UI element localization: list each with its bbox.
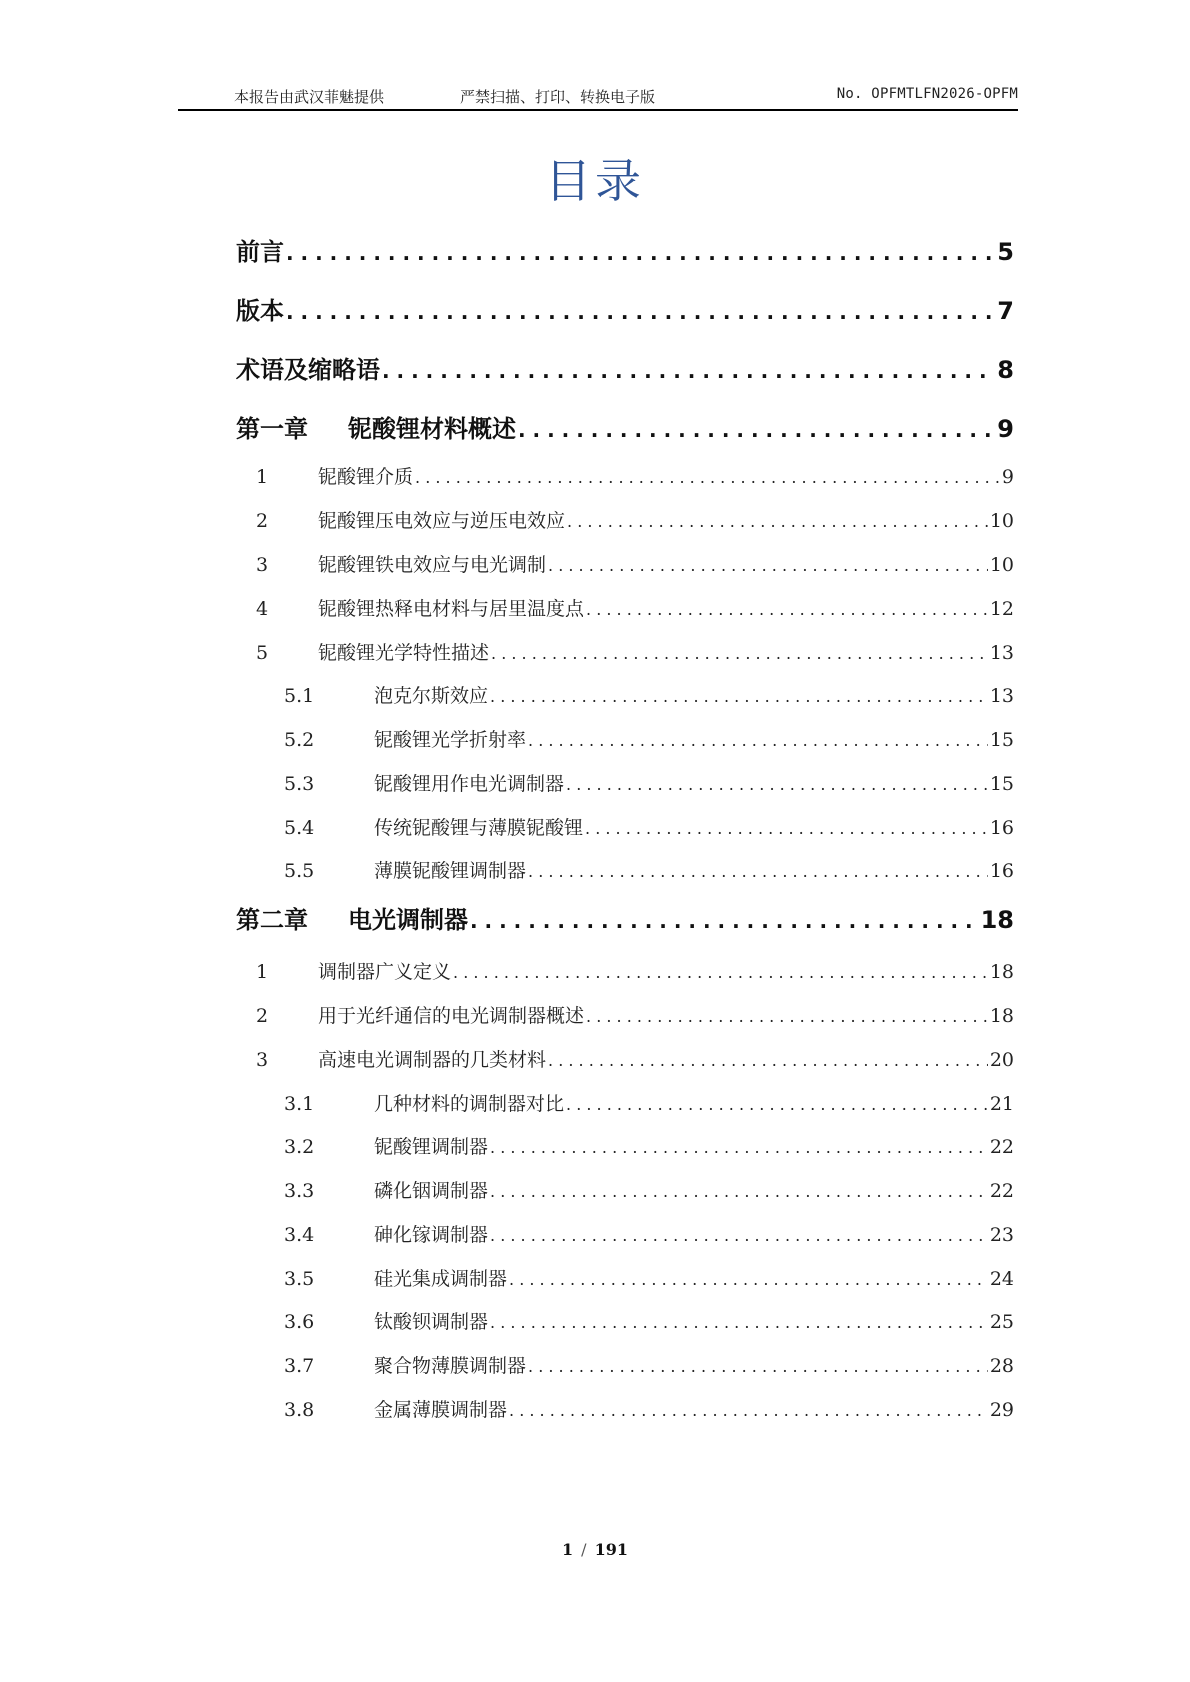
toc-entry-page: 18 xyxy=(980,906,1014,934)
toc-entry-number: 2 xyxy=(256,1005,269,1027)
toc-leader-dots xyxy=(586,600,988,619)
toc-leader-dots xyxy=(453,963,988,982)
toc-entry-number: 3.3 xyxy=(284,1180,315,1202)
page-title: 目录 xyxy=(545,154,645,208)
toc-entry-page: 25 xyxy=(989,1311,1014,1333)
toc-entry-label: 前言 xyxy=(236,238,284,266)
toc-entry-page: 9 xyxy=(1001,466,1014,488)
toc-entry-chapter-2[interactable] xyxy=(236,900,1014,935)
toc-entry-page: 29 xyxy=(989,1399,1014,1421)
toc-entry-chapter-1[interactable] xyxy=(236,409,1014,444)
toc-entry-number: 5.3 xyxy=(284,773,315,795)
header-doc-number: No. OPFMTLFN2026-OPFM xyxy=(836,86,1018,102)
toc-entry-page: 13 xyxy=(989,685,1014,707)
toc-entry-label: 传统铌酸锂与薄膜铌酸锂 xyxy=(374,817,584,839)
toc-entry-terms[interactable] xyxy=(236,350,1014,385)
toc-entry-label: 铌酸锂光学折射率 xyxy=(374,729,527,751)
toc-leader-dots xyxy=(415,468,1000,487)
toc-entry-1-5-5[interactable] xyxy=(236,856,1014,883)
toc-entry-label: 磷化铟调制器 xyxy=(374,1180,489,1202)
toc-entry-page: 16 xyxy=(989,860,1014,882)
toc-entry-version[interactable] xyxy=(236,291,1014,326)
page-footer xyxy=(0,1540,1190,1559)
toc-entry-1-5-3[interactable] xyxy=(236,769,1014,796)
toc-entry-2-3[interactable] xyxy=(236,1045,1014,1072)
toc-entry-2-3-2[interactable] xyxy=(236,1132,1014,1159)
toc-entry-2-1[interactable] xyxy=(236,957,1014,984)
toc-entry-label: 金属薄膜调制器 xyxy=(374,1399,508,1421)
toc-entry-1-5-2[interactable] xyxy=(236,725,1014,752)
toc-entry-2-3-1[interactable] xyxy=(236,1089,1014,1116)
toc-leader-dots xyxy=(548,1051,988,1070)
toc-entry-preface[interactable] xyxy=(236,232,1014,267)
toc-entry-2-3-5[interactable] xyxy=(236,1264,1014,1291)
toc-leader-dots xyxy=(509,1401,988,1420)
toc-leader-dots xyxy=(566,1095,988,1114)
toc-entry-number: 5.5 xyxy=(284,860,315,882)
toc-entry-label: 硅光集成调制器 xyxy=(374,1268,508,1290)
toc-entry-label: 铌酸锂用作电光调制器 xyxy=(374,773,565,795)
toc-entry-number: 3.4 xyxy=(284,1224,315,1246)
toc-entry-page: 13 xyxy=(989,642,1014,664)
toc-entry-number: 3.7 xyxy=(284,1355,315,1377)
toc-entry-1-4[interactable] xyxy=(236,594,1014,621)
toc-leader-dots xyxy=(528,731,988,750)
toc-leader-dots xyxy=(490,687,988,706)
toc-entry-page: 18 xyxy=(989,961,1014,983)
toc-entry-number: 3.6 xyxy=(284,1311,315,1333)
toc-entry-label: 用于光纤通信的电光调制器概述 xyxy=(318,1005,585,1027)
toc-leader-dots xyxy=(286,300,995,324)
toc-entry-2-2[interactable] xyxy=(236,1001,1014,1028)
toc-entry-label: 术语及缩略语 xyxy=(236,356,380,384)
toc-entry-page: 5 xyxy=(997,238,1014,266)
toc-entry-label: 薄膜铌酸锂调制器 xyxy=(374,860,527,882)
toc-leader-dots xyxy=(528,1357,988,1376)
toc-leader-dots xyxy=(286,241,995,265)
toc-entry-label: 高速电光调制器的几类材料 xyxy=(318,1049,547,1071)
toc-entry-label: 铌酸锂材料概述 xyxy=(348,415,516,443)
toc-entry-number: 4 xyxy=(256,598,269,620)
toc-entry-label: 调制器广义定义 xyxy=(318,961,452,983)
toc-entry-2-3-3[interactable] xyxy=(236,1176,1014,1203)
toc-entry-label: 铌酸锂铁电效应与电光调制 xyxy=(318,554,547,576)
toc-leader-dots xyxy=(585,819,988,838)
toc-entry-number: 5 xyxy=(256,642,269,664)
toc-entry-number: 5.4 xyxy=(284,817,315,839)
toc-entry-1-5-1[interactable] xyxy=(236,681,1014,708)
toc-entry-label: 铌酸锂调制器 xyxy=(374,1136,489,1158)
toc-entry-2-3-7[interactable] xyxy=(236,1351,1014,1378)
toc-entry-page: 21 xyxy=(989,1093,1014,1115)
toc-entry-number: 第二章 xyxy=(236,906,308,934)
toc-entry-page: 28 xyxy=(989,1355,1014,1377)
toc-entry-2-3-4[interactable] xyxy=(236,1220,1014,1247)
toc-leader-dots xyxy=(491,644,988,663)
toc-entry-number: 3.5 xyxy=(284,1268,315,1290)
toc-entry-number: 3 xyxy=(256,1049,269,1071)
toc-entry-number: 3.2 xyxy=(284,1136,315,1158)
toc-entry-label: 铌酸锂光学特性描述 xyxy=(318,642,490,664)
toc-entry-label: 铌酸锂热释电材料与居里温度点 xyxy=(318,598,585,620)
header-provider: 本报告由武汉菲魅提供 xyxy=(234,88,385,106)
toc-entry-page: 15 xyxy=(989,729,1014,751)
toc-entry-1-2[interactable] xyxy=(236,506,1014,533)
toc-entry-page: 20 xyxy=(989,1049,1014,1071)
toc-leader-dots xyxy=(548,556,988,575)
toc-entry-label: 版本 xyxy=(236,297,284,325)
toc-entry-label: 铌酸锂介质 xyxy=(318,466,414,488)
toc-entry-number: 3.8 xyxy=(284,1399,315,1421)
toc-entry-1-3[interactable] xyxy=(236,550,1014,577)
toc-entry-2-3-8[interactable] xyxy=(236,1395,1014,1422)
toc-entry-page: 22 xyxy=(989,1136,1014,1158)
toc-entry-label: 砷化镓调制器 xyxy=(374,1224,489,1246)
toc-leader-dots xyxy=(528,862,988,881)
toc-entry-label: 电光调制器 xyxy=(348,906,468,934)
toc-leader-dots xyxy=(586,1007,988,1026)
toc-entry-label: 泡克尔斯效应 xyxy=(374,685,489,707)
toc-leader-dots xyxy=(490,1313,988,1332)
toc-entry-page: 8 xyxy=(997,356,1014,384)
header-notice: 严禁扫描、打印、转换电子版 xyxy=(460,88,656,106)
toc-leader-dots xyxy=(490,1226,988,1245)
toc-entry-1-5-4[interactable] xyxy=(236,813,1014,840)
toc-entry-label: 几种材料的调制器对比 xyxy=(374,1093,565,1115)
toc-entry-number: 1 xyxy=(256,466,269,488)
toc-entry-1-5[interactable] xyxy=(236,638,1014,665)
toc-leader-dots xyxy=(382,359,995,383)
toc-entry-number: 5.2 xyxy=(284,729,315,751)
toc-entry-page: 10 xyxy=(989,510,1014,532)
toc-entry-number: 3 xyxy=(256,554,269,576)
toc-leader-dots xyxy=(566,775,988,794)
toc-entry-number: 5.1 xyxy=(284,685,315,707)
toc-entry-page: 22 xyxy=(989,1180,1014,1202)
toc-entry-number: 1 xyxy=(256,961,269,983)
current-page-number: 1 xyxy=(562,1540,574,1559)
toc-leader-dots xyxy=(509,1270,988,1289)
toc-leader-dots xyxy=(470,909,979,933)
toc-entry-page: 10 xyxy=(989,554,1014,576)
toc-leader-dots xyxy=(518,418,995,442)
toc-entry-page: 12 xyxy=(989,598,1014,620)
toc-leader-dots xyxy=(567,512,988,531)
total-page-count: 191 xyxy=(594,1540,628,1559)
toc-entry-page: 7 xyxy=(997,297,1014,325)
toc-leader-dots xyxy=(490,1182,988,1201)
toc-entry-number: 3.1 xyxy=(284,1093,315,1115)
toc-entry-page: 15 xyxy=(989,773,1014,795)
toc-entry-page: 16 xyxy=(989,817,1014,839)
toc-entry-label: 铌酸锂压电效应与逆压电效应 xyxy=(318,510,566,532)
toc-entry-page: 24 xyxy=(989,1268,1014,1290)
toc-leader-dots xyxy=(490,1138,988,1157)
toc-entry-1-1[interactable] xyxy=(236,462,1014,489)
toc-entry-number: 第一章 xyxy=(236,415,308,443)
toc-entry-2-3-6[interactable] xyxy=(236,1307,1014,1334)
toc-entry-label: 钛酸钡调制器 xyxy=(374,1311,489,1333)
toc-entry-number: 2 xyxy=(256,510,269,532)
toc-entry-label: 聚合物薄膜调制器 xyxy=(374,1355,527,1377)
page-separator: / xyxy=(581,1540,587,1559)
toc-entry-page: 23 xyxy=(989,1224,1014,1246)
page-header xyxy=(178,86,1018,110)
header-divider xyxy=(178,109,1018,111)
toc-entry-page: 9 xyxy=(997,415,1014,443)
toc-entry-page: 18 xyxy=(989,1005,1014,1027)
